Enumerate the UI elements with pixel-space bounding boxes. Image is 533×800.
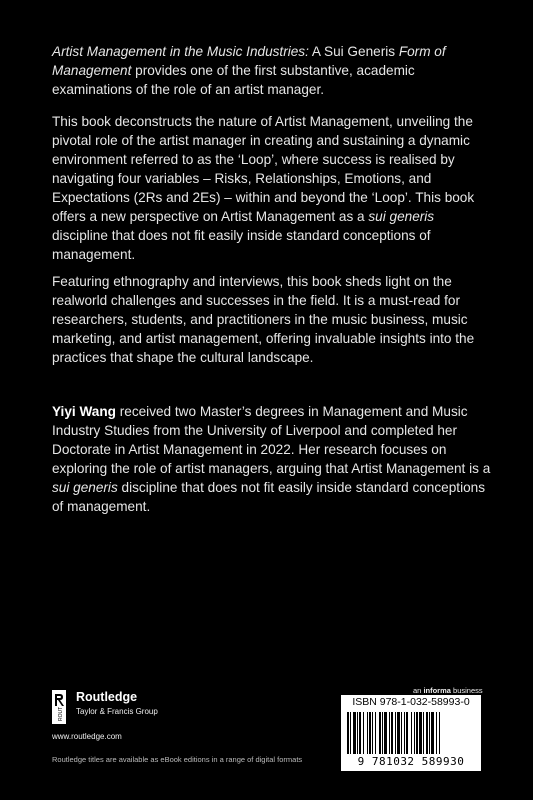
blurb-paragraph-3: Featuring ethnography and interviews, this book sheds light on the realworld challenges and successes in the field. It is a must-read for researchers, students, and practitioners in the music business, music marketing, and artist management, offering invaluable insights into the practices that shape the cultural landscape.: [52, 274, 475, 365]
author-bio: Yiyi Wang received two Master’s degrees in Management and Music Industry Studies from the University of Liverpool and completed her Doctorate in Artist Management in 2022. Her research focuses on exploring the role of artist managers, arguing that Artist Management is a sui generis discipline that does not fit easily inside standard conceptions of management.: [52, 404, 491, 514]
informa-business-label: an informa business: [413, 686, 483, 695]
barcode-icon: [345, 712, 477, 757]
publisher-block: [52, 690, 162, 730]
publisher-group: Taylor & Francis Group: [76, 707, 158, 716]
blurb-paragraph-1: Artist Management in the Music Industries: A Sui Generis Form of Management provides one of the first substantive, academic examinations of the role of an artist manager.: [52, 44, 446, 97]
book-title-text: Artist Management in the Music Industries:: [52, 44, 309, 59]
routledge-logo-icon: [52, 690, 66, 724]
svg-text:ROUT: ROUT: [58, 706, 64, 721]
isbn-barcode: [341, 695, 481, 771]
publisher-name: Routledge: [76, 690, 138, 704]
ebook-note: Routledge titles are available as eBook editions in a range of digital formats: [52, 755, 303, 764]
blurb-paragraph-2: This book deconstructs the nature of Artist Management, unveiling the pivotal role of the artist manager in creating and sustaining a dynamic environment referred to as the ‘Loop’, where success is realised by navigating four variables – Risks, Relationships, Emotions, and Expectations (2Rs and 2Es) – within and beyond the ‘Loop’. This book offers a new perspective on Artist Management as a sui generis discipline that does not fit easily inside standard conceptions of management.: [52, 114, 475, 262]
isbn-text: ISBN 978-1-032-58993-0: [352, 696, 470, 708]
author-name: Yiyi Wang: [52, 404, 116, 419]
publisher-url[interactable]: www.routledge.com: [52, 732, 122, 741]
barcode-digits: 9 781032 589930: [357, 755, 465, 768]
